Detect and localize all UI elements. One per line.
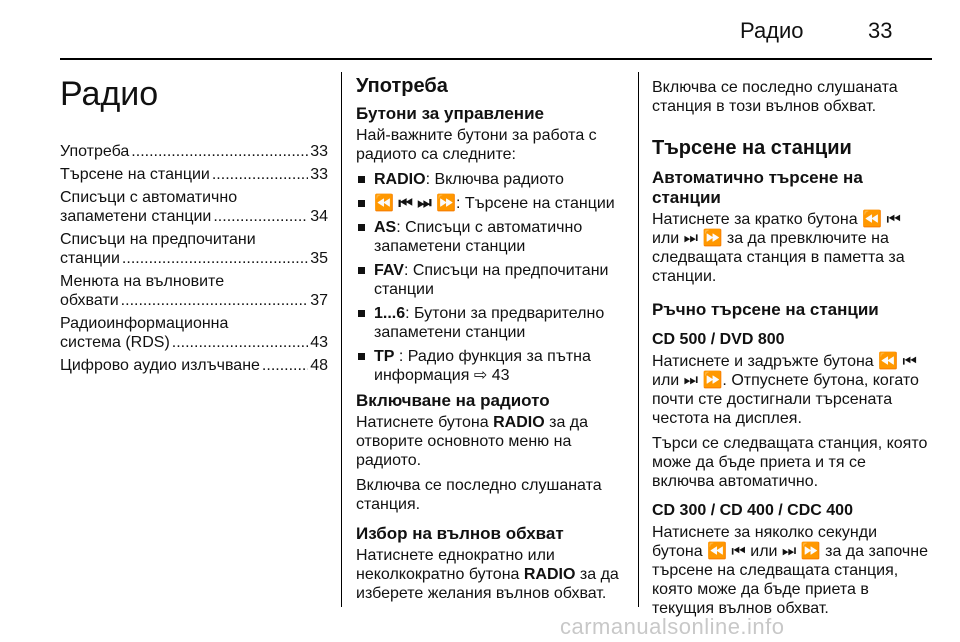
- toc-leader-dots: [212, 165, 308, 184]
- toc-entry-text: Употреба: [60, 143, 130, 160]
- control-bullet-item: [356, 170, 628, 189]
- toc-entry[interactable]: [60, 272, 328, 310]
- toc-entry-text: Радиоинформационна: [60, 315, 229, 332]
- toc-entry[interactable]: [60, 165, 328, 184]
- band-text: Натиснете еднократно или неколкократно бутона RADIO за да изберете желания вълнов обхват.: [356, 547, 619, 602]
- auto-search-text: Натиснете за кратко бутона ⏪ ⏮ или ⏭ ⏩ за да превключите на следващата станция в паметта за станции.: [652, 211, 905, 285]
- toc-entry[interactable]: [60, 142, 328, 161]
- content-column-3: [652, 78, 928, 624]
- bullet-square-icon: [358, 267, 365, 274]
- toc-leader-dots: [122, 249, 308, 268]
- toc-page-number: 33: [310, 143, 328, 160]
- toc-entry-text: Търсене на станции: [60, 166, 210, 183]
- section-title-usage: Употреба: [356, 75, 448, 97]
- control-description: : Радио функция за пътна информация ⇨ 43: [374, 348, 591, 384]
- content-column-2: [356, 74, 628, 609]
- cd300-text: Натиснете за няколко секунди бутона ⏪ ⏮ или ⏭ ⏩ за да започне търсене на следващата станция, която може да бъде приета в текущия вълнов обхват.: [652, 524, 928, 617]
- control-key-label: RADIO: [374, 171, 426, 188]
- subsection-title-controls: Бутони за управление: [356, 104, 544, 123]
- controls-intro: Най-важните бутони за работа с радиото са следните:: [356, 127, 597, 163]
- toc-entry-text: станции: [60, 250, 120, 267]
- toc-page-number: 33: [310, 166, 328, 183]
- bullet-square-icon: [358, 224, 365, 231]
- column-divider-2: [638, 72, 639, 607]
- toc-leader-dots: [121, 291, 309, 310]
- control-description: : Списъци с автоматично запаметени станции: [374, 219, 583, 255]
- control-key-label: 1...6: [374, 305, 406, 322]
- subsection-title-switch-on: Включване на радиото: [356, 391, 550, 410]
- toc-page-number: 35: [310, 250, 328, 267]
- control-description: : Включва радиото: [425, 171, 564, 188]
- control-description: : Списъци на предпочитани станции: [374, 262, 609, 298]
- toc-entry-text: Менюта на вълновите: [60, 273, 225, 290]
- model-title-cd300: CD 300 / CD 400 / CDC 400: [652, 502, 853, 519]
- bullet-square-icon: [358, 200, 365, 207]
- toc-entry-text: Списъци на предпочитани: [60, 231, 256, 248]
- toc-entry-text: запаметени станции: [60, 208, 212, 225]
- toc-leader-dots: [262, 356, 308, 375]
- cd500-text-2: Търси се следващата станция, която може да бъде приета и тя се включва автоматично.: [652, 435, 928, 490]
- switch-on-text-2: Включва се последно слушаната станция.: [356, 477, 602, 513]
- subsection-title-band: Избор на вълнов обхват: [356, 524, 564, 543]
- cd500-text-1: Натиснете и задръжте бутона ⏪ ⏮ или ⏭ ⏩. Отпуснете бутона, когато почти сте достигнали търсената честота на дисплея.: [652, 353, 919, 427]
- toc-list: [60, 142, 328, 375]
- subsection-title-auto-search: Автоматично търсене на станции: [652, 168, 863, 207]
- toc-leader-dots: [172, 333, 308, 352]
- toc-entry-text: система (RDS): [60, 334, 170, 351]
- toc-page-number: 34: [310, 208, 328, 225]
- chapter-title: Радио: [60, 75, 159, 113]
- control-description: : Търсене на станции: [455, 195, 615, 212]
- bullet-square-icon: [358, 176, 365, 183]
- toc-page-number: 37: [310, 292, 328, 309]
- model-title-cd500: CD 500 / DVD 800: [652, 331, 785, 348]
- toc-entry[interactable]: [60, 188, 328, 226]
- section-title-search: Търсене на станции: [652, 137, 852, 159]
- band-continued-text: Включва се последно слушаната станция в този вълнов обхват.: [652, 79, 898, 115]
- control-key-label: ⏪ ⏮ ⏭ ⏩: [374, 195, 456, 212]
- toc-entry[interactable]: [60, 230, 328, 268]
- bullet-square-icon: [358, 310, 365, 317]
- header-rule: [60, 58, 932, 60]
- control-bullet-item: [356, 261, 628, 299]
- control-bullet-item: [356, 304, 628, 342]
- toc-entry[interactable]: [60, 314, 328, 352]
- toc-page-number: 48: [310, 357, 328, 374]
- control-key-label: TP: [374, 348, 395, 365]
- toc-leader-dots: [131, 142, 308, 161]
- control-bullet-item: [356, 218, 628, 256]
- subsection-title-manual-search: Ръчно търсене на станции: [652, 300, 879, 319]
- toc-entry[interactable]: [60, 356, 328, 375]
- controls-list: [356, 170, 628, 385]
- toc-page-number: 43: [310, 334, 328, 351]
- bullet-square-icon: [358, 353, 365, 360]
- switch-on-text-1: Натиснете бутона RADIO за да отворите основното меню на радиото.: [356, 414, 589, 469]
- control-key-label: AS: [374, 219, 397, 236]
- watermark: carmanualsonline.info: [560, 614, 785, 639]
- toc-column: [60, 74, 328, 379]
- toc-entry-text: Цифрово аудио излъчване: [60, 357, 260, 374]
- page-number: 33: [868, 18, 893, 43]
- toc-entry-text: Списъци с автоматично: [60, 189, 238, 206]
- page-header-title: Радио: [740, 18, 804, 43]
- control-bullet-item: [356, 194, 628, 213]
- toc-leader-dots: [213, 207, 308, 226]
- control-description: : Бутони за предварително запаметени станции: [374, 305, 605, 341]
- column-divider-1: [341, 72, 342, 607]
- toc-entry-text: обхвати: [60, 292, 119, 309]
- control-key-label: FAV: [374, 262, 404, 279]
- control-bullet-item: [356, 347, 628, 385]
